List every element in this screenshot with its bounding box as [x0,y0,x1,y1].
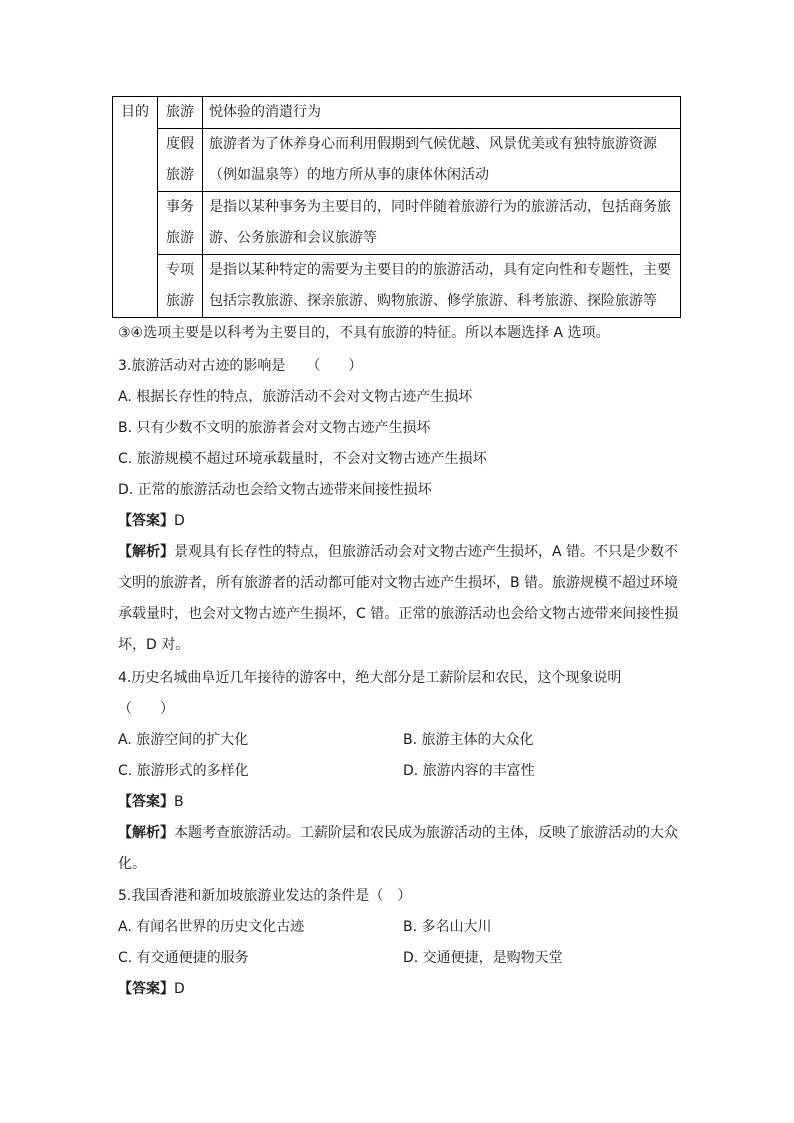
analysis-text: 本题考查旅游活动。工薪阶层和农民成为旅游活动的主体，反映了旅游活动的大众 [174,825,678,841]
type-text: 旅游 [166,293,194,309]
table-row [113,192,681,255]
answer-label: 【答案】 [118,513,174,529]
type-text: 旅游 [166,230,194,246]
question-4-stem: 4.历史名城曲阜近几年接待的游客中，绝大部分是工薪阶层和农民，这个现象说明 [118,670,622,686]
desc-text: 包括宗教旅游、探亲旅游、购物旅游、修学旅游、科考旅游、探险旅游等 [209,293,657,309]
explanation-note: ③④选项主要是以科考为主要目的，不具有旅游的特征。所以本题选择 A 选项。 [118,325,610,341]
analysis-label: 【解析】 [118,544,174,560]
question-4-option-d: D. 旅游内容的丰富性 [403,763,535,779]
type-text: 度假 [166,136,194,152]
type-cell [158,255,203,318]
analysis-text: 承载量时，也会对文物古迹产生损坏，C 错。正常的旅游活动也会给文物古迹带来间接性损 [118,606,679,622]
question-5-option-d: D. 交通便捷，是购物天堂 [403,950,563,966]
desc-cell [203,255,681,318]
type-text: 旅游 [166,104,194,120]
type-cell [158,129,203,192]
analysis-text: 文明的旅游者，所有旅游者的活动都可能对文物古迹产生损坏，B 错。旅游规模不超过环境 [118,575,679,591]
question-3-answer [118,511,185,531]
analysis-text: 坏，D 对。 [118,637,190,653]
desc-cell [203,97,681,129]
question-4-option-a: A. 旅游空间的扩大化 [118,732,249,748]
desc-text: 是指以某种特定的需要为主要目的的旅游活动，具有定向性和专题性，主要 [209,262,671,278]
answer-value: D [174,981,185,997]
answer-label: 【答案】 [118,794,174,810]
question-3-analysis [118,542,678,562]
question-4-analysis [118,823,678,843]
desc-text: 游、公务旅游和会议旅游等 [209,230,377,246]
question-5-answer [118,979,185,999]
answer-value: D [174,513,185,529]
desc-cell [203,192,681,255]
desc-text: 悦体验的消遣行为 [209,104,321,120]
question-3-option-d: D. 正常的旅游活动也会给文物古迹带来间接性损坏 [118,482,432,498]
table-row [113,129,681,192]
category-label: 目的 [121,104,149,120]
question-4-option-c: C. 旅游形式的多样化 [118,763,249,779]
type-cell [158,192,203,255]
question-3-option-b: B. 只有少数不文明的旅游者会对文物古迹产生损坏 [118,420,431,436]
question-5-option-c: C. 有交通便捷的服务 [118,950,249,966]
question-3-stem: 3.旅游活动对古迹的影响是 （ ） [118,358,363,374]
question-4-answer [118,792,184,812]
category-cell [113,97,158,318]
question-5-option-a: A. 有闻名世界的历史文化古迹 [118,919,305,935]
question-5-option-b: B. 多名山大川 [403,919,492,935]
question-5-stem: 5.我国香港和新加坡旅游业发达的条件是（ ） [118,888,412,904]
analysis-label: 【解析】 [118,825,174,841]
type-text: 事务 [166,199,194,215]
analysis-text: 化。 [118,856,146,872]
desc-text: （例如温泉等）的地方所从事的康体休闲活动 [209,167,489,183]
answer-label: 【答案】 [118,981,174,997]
question-4-option-b: B. 旅游主体的大众化 [403,732,534,748]
desc-cell [203,129,681,192]
tourism-type-table [112,96,681,318]
table-row [113,255,681,318]
question-3-option-c: C. 旅游规模不超过环境承载量时，不会对文物古迹产生损坏 [118,451,487,467]
answer-value: B [174,794,184,810]
type-cell [158,97,203,129]
desc-text: 是指以某种事务为主要目的，同时伴随着旅游行为的旅游活动，包括商务旅 [209,199,671,215]
question-4-stem-bracket: （ ） [118,701,174,717]
desc-text: 旅游者为了休养身心而利用假期到气候优越、风景优美或有独特旅游资源 [209,136,657,152]
type-text: 专项 [166,262,194,278]
table-row [113,97,681,129]
analysis-text: 景观具有长存性的特点，但旅游活动会对文物古迹产生损坏，A 错。不只是少数不 [174,544,679,560]
type-text: 旅游 [166,167,194,183]
question-3-option-a: A. 根据长存性的特点，旅游活动不会对文物古迹产生损坏 [118,389,473,405]
